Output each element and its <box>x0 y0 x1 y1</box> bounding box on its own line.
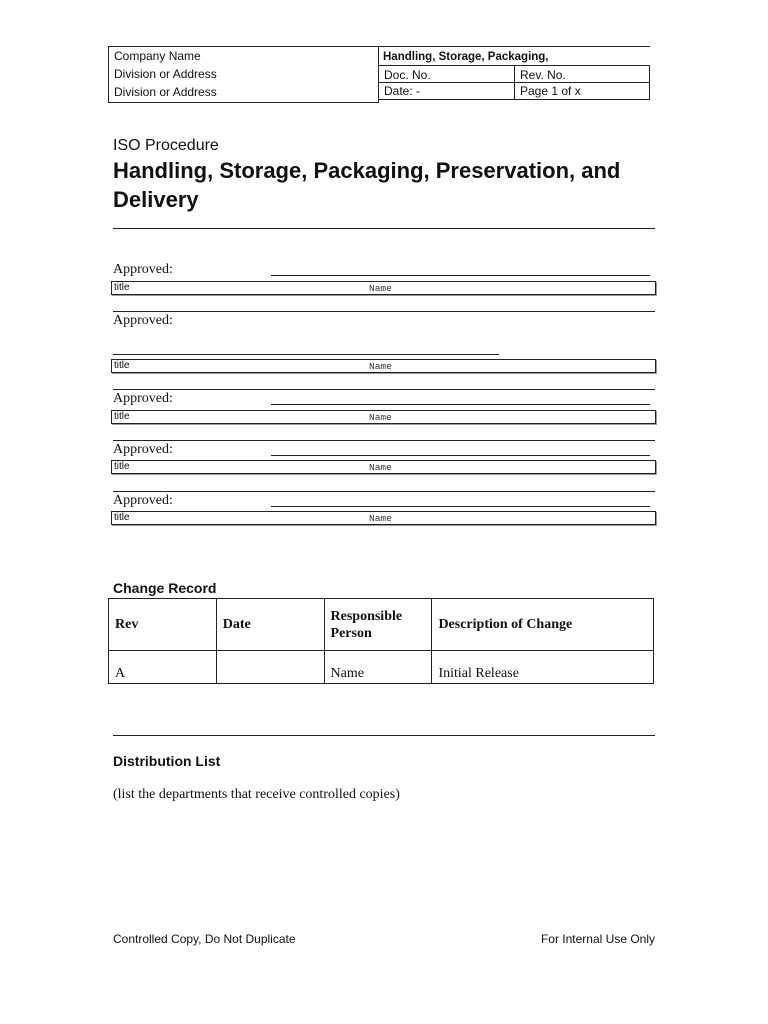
approval-title-1: title <box>114 282 130 293</box>
col-header-date: Date <box>216 599 324 651</box>
col-header-responsible: Responsible Person <box>324 599 432 651</box>
signature-line-2[interactable] <box>113 354 499 355</box>
col-header-description: Description of Change <box>432 599 654 651</box>
title-line-1: Handling, Storage, Packaging, Preservation, and <box>113 158 621 183</box>
distribution-note: (list the departments that receive controlled copies) <box>113 787 400 802</box>
title-name-box-5[interactable] <box>111 511 656 525</box>
approval-divider-2 <box>113 389 655 390</box>
change-record-heading: Change Record <box>113 580 217 596</box>
signature-line-1[interactable] <box>271 275 650 276</box>
cell-rev: A <box>109 651 217 684</box>
approval-name-3: Name <box>369 412 392 423</box>
cell-responsible: Name <box>324 651 432 684</box>
signature-line-3[interactable] <box>271 404 650 405</box>
title-name-box-4[interactable] <box>111 460 656 474</box>
approved-label-5: Approved: <box>113 493 173 508</box>
approval-name-2: Name <box>369 361 392 372</box>
cell-description: Initial Release <box>432 651 654 684</box>
footer-right: For Internal Use Only <box>540 932 655 946</box>
approved-label-2: Approved: <box>113 313 173 328</box>
division-address-1: Division or Address <box>114 67 217 81</box>
doc-title-cell <box>378 46 650 65</box>
approval-name-5: Name <box>369 513 392 524</box>
document-header <box>108 46 651 103</box>
signature-line-5[interactable] <box>271 506 650 507</box>
approval-name-1: Name <box>369 283 392 294</box>
doc-number: Doc. No. <box>378 65 515 83</box>
approval-title-3: title <box>114 411 130 422</box>
division-address-2: Division or Address <box>114 85 217 99</box>
distribution-divider <box>113 735 655 736</box>
table-row <box>109 651 654 684</box>
doc-date: Date: - <box>378 82 515 100</box>
distribution-heading: Distribution List <box>113 753 221 769</box>
approved-label-4: Approved: <box>113 442 173 457</box>
title-name-box-2[interactable] <box>111 359 656 373</box>
company-info <box>108 46 379 103</box>
approval-divider-4 <box>113 491 655 492</box>
iso-procedure-label: ISO Procedure <box>113 137 219 154</box>
signature-line-4[interactable] <box>271 455 650 456</box>
cell-date <box>216 651 324 684</box>
company-name: Company Name <box>114 49 201 63</box>
footer-left: Controlled Copy, Do Not Duplicate <box>113 932 296 946</box>
doc-title-short: Handling, Storage, Packaging, <box>383 51 549 63</box>
approval-name-4: Name <box>369 462 392 473</box>
approval-title-2: title <box>114 360 130 371</box>
title-line-2: Delivery <box>113 187 199 212</box>
title-divider <box>113 228 655 229</box>
title-name-box-3[interactable] <box>111 410 656 424</box>
approval-divider-1 <box>113 311 655 312</box>
page-number: Page 1 of x <box>514 82 650 100</box>
approval-divider-3 <box>113 440 655 441</box>
col-header-rev: Rev <box>109 599 217 651</box>
title-name-box-1[interactable] <box>111 281 656 295</box>
approved-label-3: Approved: <box>113 391 173 406</box>
rev-number: Rev. No. <box>514 65 650 83</box>
approved-label-1: Approved: <box>113 262 173 277</box>
page-title <box>113 156 673 214</box>
approval-title-4: title <box>114 461 130 472</box>
document-info <box>378 46 650 102</box>
approval-title-5: title <box>114 512 130 523</box>
table-header-row <box>109 599 654 651</box>
change-record-table <box>108 598 654 684</box>
